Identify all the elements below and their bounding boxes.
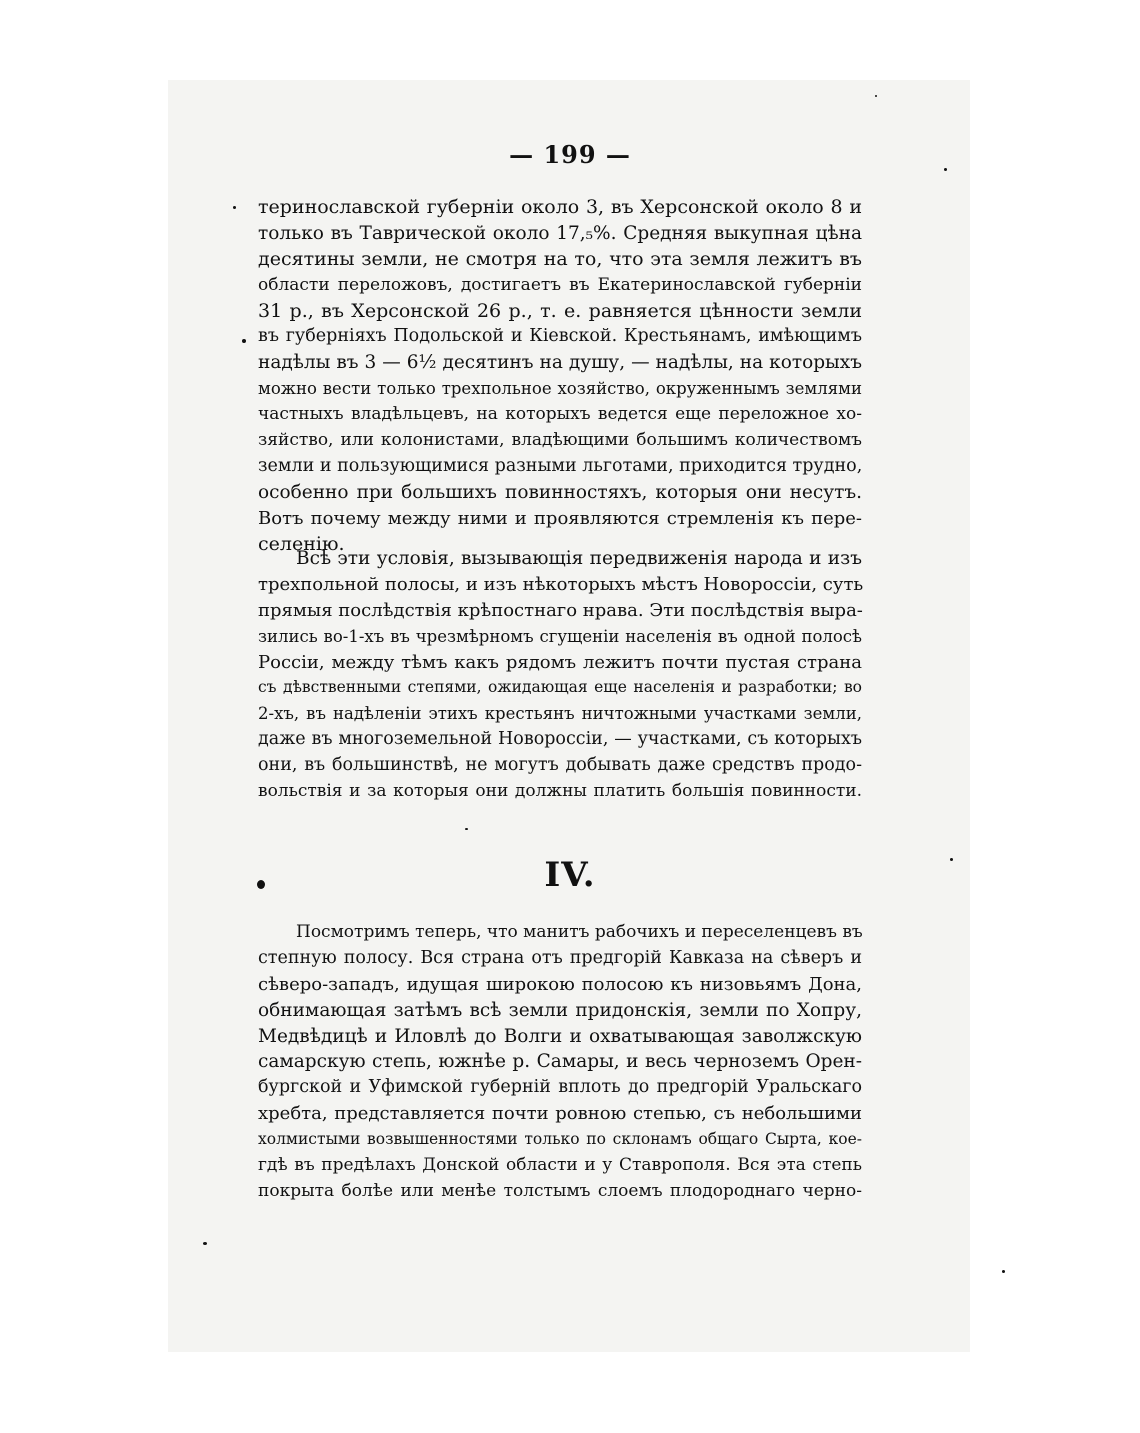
scan-speck [233,206,236,209]
text-line: гдѣ въ предѣлахъ Донской области и у Ставрополя. Вся эта степь [258,1155,862,1176]
section-heading: IV. [544,855,596,895]
text-line: бургской и Уфимской губерній вплоть до предгорій Уральскаго [258,1077,862,1098]
scan-speck [203,1242,207,1245]
text-line: Посмотримъ теперь, что манитъ рабочихъ и переселенцевъ въ [296,922,863,942]
paragraph [258,546,862,805]
text-line: 2-хъ, въ надѣленіи этихъ крестьянъ ничтожными участками земли, [258,704,862,724]
text-line: Всѣ эти условія, вызывающія передвиженія народа и изъ [296,548,862,569]
scan-speck [465,828,468,830]
page-number: — 199 — [509,140,631,169]
scan-speck [944,168,947,171]
text-line: вольствія и за которыя они должны платить большія повинности. [258,781,862,802]
text-line: они, въ большинствѣ, не могутъ добывать даже средствъ продо- [258,755,862,776]
text-line: Медвѣдицѣ и Иловлѣ до Волги и охватывающая заволжскую [258,1025,862,1047]
text-line: холмистыми возвышенностями только по склонамъ общаго Сырта, кое- [258,1130,862,1149]
text-line: обнимающая затѣмъ всѣ земли придонскія, земли по Хопру, [258,999,862,1021]
text-line: особенно при большихъ повинностяхъ, которыя они несутъ. [258,481,862,503]
text-line: десятины земли, не смотря на то, что эта земля лежитъ въ [258,247,862,270]
text-line: съ дѣвственными степями, ожидающая еще населенія и разработки; во [258,678,862,697]
text-line: Россіи, между тѣмъ какъ рядомъ лежитъ почти пустая страна [258,651,862,673]
text-line: хребта, представляется почти ровною степью, съ небольшими [258,1103,862,1125]
scan-speck [242,339,246,343]
text-line: земли и пользующимися разными льготами, приходится трудно, [258,455,863,476]
text-line: степную полосу. Вся страна отъ предгорій Кавказа на сѣверъ и [258,947,862,968]
scan-speck [875,95,877,97]
text-line: даже въ многоземельной Новороссіи, — участками, съ которыхъ [258,729,862,750]
text-line: сѣверо-западъ, идущая широкою полосою къ низовьямъ Дона, [258,973,862,995]
text-line: селенію. [258,532,345,555]
text-line: надѣлы въ 3 — 6½ десятинъ на душу, — надѣлы, на которыхъ [258,352,862,374]
paragraph-continuation [258,195,862,557]
text-line: самарскую степь, южнѣе р. Самары, и весь черноземъ Орен- [258,1051,862,1073]
text-line: можно вести только трехпольное хозяйство, окруженнымъ землями [258,379,862,399]
text-line: 31 р., въ Херсонской 26 р., т. е. равняется цѣнности земли [258,299,862,322]
text-line: трехпольной полосы, и изъ нѣкоторыхъ мѣстъ Новороссіи, суть [258,573,864,595]
text-line: въ губерніяхъ Подольской и Кіевской. Крестьянамъ, имѣющимъ [258,326,862,347]
paragraph [258,920,862,1205]
scan-speck [950,858,953,861]
text-line: частныхъ владѣльцевъ, на которыхъ ведется еще переложное хо- [258,404,862,425]
scan-speck [1002,1270,1005,1273]
text-line: области переложовъ, достигаетъ въ Екатеринославской губерніи [258,274,862,295]
text-line: теринославской губерніи около 3, въ Херсонской около 8 и [258,196,862,218]
text-line: только въ Таврической около 17,₅%. Средняя выкупная цѣна [258,222,862,244]
scan-speck [257,880,265,889]
text-line: покрыта болѣе или менѣе толстымъ слоемъ плодороднаго черно- [258,1180,862,1201]
text-line: прямыя послѣдствія крѣпостнаго нрава. Эти послѣдствія выра- [258,599,863,621]
text-line: зяйство, или колонистами, владѣющими большимъ количествомъ [258,430,862,451]
text-line: зились во-1-хъ въ чрезмѣрномъ сгущеніи населенія въ одной полосѣ [258,626,862,646]
text-line: Вотъ почему между ними и проявляются стремленія къ пере- [258,507,862,529]
